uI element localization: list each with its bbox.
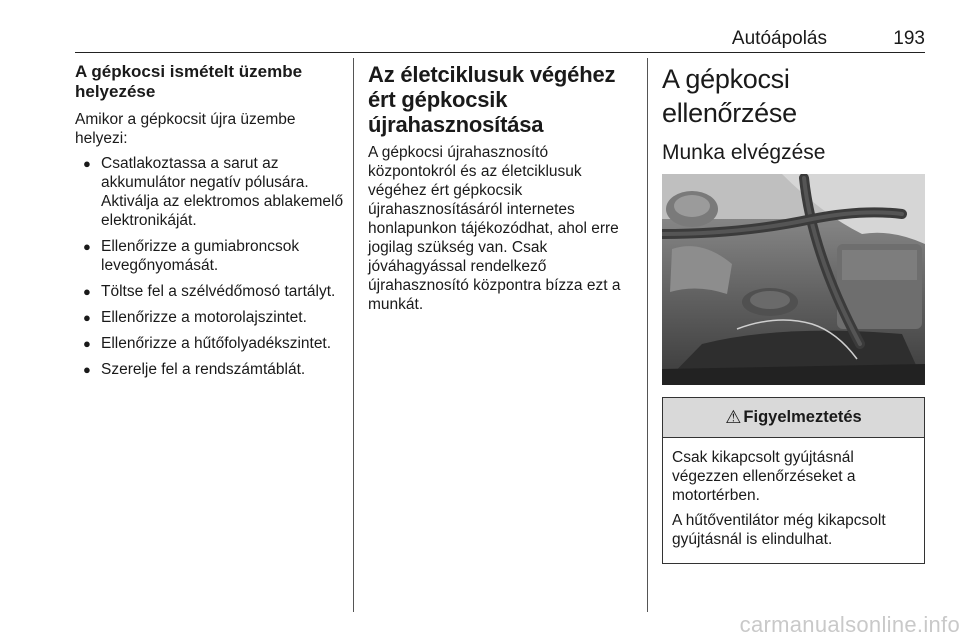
column-divider-2 [647, 58, 648, 612]
list-item: ● Szerelje fel a rendszámtáblát. [83, 361, 306, 378]
vehicle-checks-heading: A gépkocsi ellenőrzése [662, 64, 797, 128]
list-item: ● Töltse fel a szélvédőmosó tartályt. [83, 283, 336, 300]
recycling-heading: Az életciklusuk végéhez ért gépkocsik újrahasznosítása [368, 62, 616, 137]
recommissioning-intro: Amikor a gépkocsit újra üzembe helyezi: [75, 111, 296, 147]
list-item: ● Ellenőrizze a motorolajszintet. [83, 309, 307, 326]
bullet-icon: ● [83, 284, 91, 299]
engine-bay-photo [662, 174, 925, 385]
warning-body [663, 438, 924, 563]
column-recommissioning [75, 62, 345, 386]
warning-box [662, 397, 925, 564]
warning-header [663, 398, 924, 438]
recycling-body: A gépkocsi újrahasznosító központokról és az életciklusuk végéhez ért gépkocsik újrahasznosításáról internetes honlapunkon tájékozódhat, ahol erre jogilag szükség van. Csak jóváhagyással rendelkező újrahasznosító központra bízza ezt a munkát. [368, 144, 621, 313]
warning-title: Figyelmeztetés [743, 408, 862, 426]
watermark: carmanualsonline.info [739, 612, 960, 637]
list-item: ● Csatlakoztassa a sarut az akkumulátor negatív pólusára. Aktiválja az elektromos ablakemelő elektronikáját. [83, 155, 344, 229]
bullet-icon: ● [83, 156, 91, 171]
warning-paragraph: Csak kikapcsolt gyújtásnál végezzen ellenőrzéseket a motortérben. [672, 449, 856, 504]
column-vehicle-checks [662, 62, 925, 564]
warning-triangle-icon: ⚠ [725, 407, 742, 427]
list-item: ● Ellenőrizze a hűtőfolyadékszintet. [83, 335, 332, 352]
performing-work-subheading: Munka elvégzése [662, 141, 826, 164]
recommissioning-heading: A gépkocsi ismételt üzembe helyezése [75, 62, 303, 101]
list-item: ● Ellenőrizze a gumiabroncsok levegőnyomását. [83, 238, 300, 274]
page-header [75, 24, 925, 53]
column-divider-1 [353, 58, 354, 612]
warning-paragraph: A hűtőventilátor még kikapcsolt gyújtásnál is elindulhat. [672, 512, 886, 548]
section-title: Autóápolás [731, 28, 827, 49]
bullet-icon: ● [83, 336, 91, 351]
bullet-icon: ● [83, 310, 91, 325]
bullet-icon: ● [83, 239, 91, 254]
column-recycling [368, 62, 636, 314]
page-number: 193 [893, 28, 925, 49]
recommissioning-list [75, 154, 345, 379]
bullet-icon: ● [83, 362, 91, 377]
